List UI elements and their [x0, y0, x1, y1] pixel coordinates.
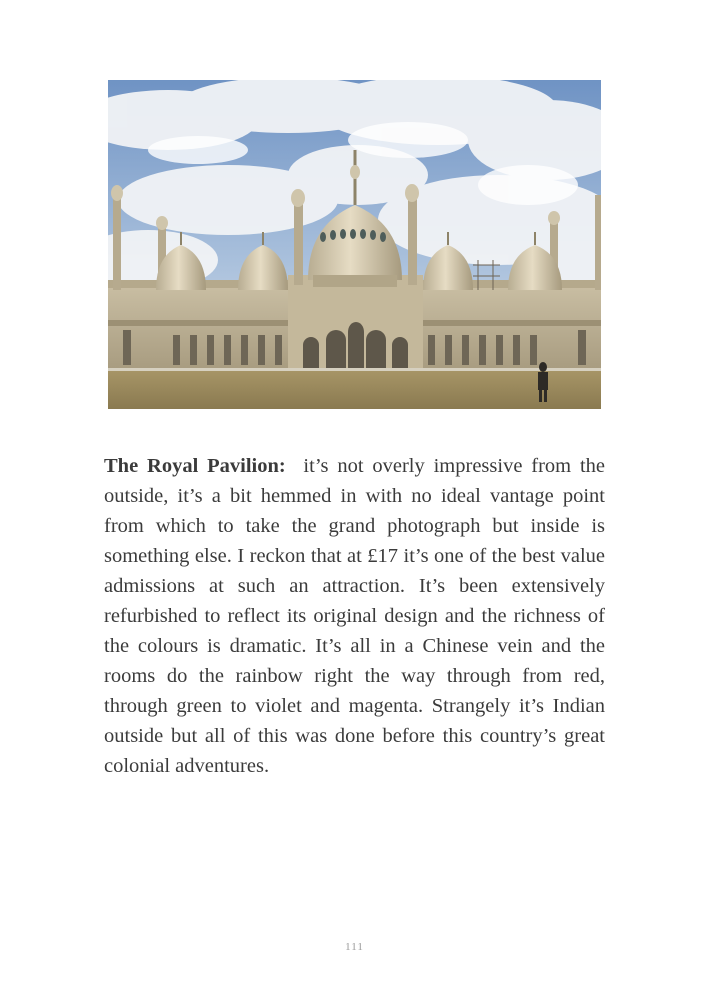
page-number: 111 — [345, 941, 364, 953]
pavilion-illustration — [108, 80, 601, 409]
paragraph-lead: The Royal Pavilion: — [104, 455, 286, 477]
royal-pavilion-photo — [108, 80, 601, 409]
pavilion-paragraph — [104, 451, 605, 781]
paragraph-text: it’s not overly impressive from the outside, it’s a bit hemmed in with no ideal vantage point from which to take the grand photograph but inside is something else. I reckon that at £17 it’s one of the best value admissions at such an attraction. It’s been extensively refurbished to reflect its original design and the richness of the colours is dramatic. It’s all in a Chinese vein and the rooms do the rainbow right the way through from red, through green to violet and magenta. Strangely it’s Indian outside but all of this was done before this country’s great colonial adventures. — [104, 455, 606, 777]
